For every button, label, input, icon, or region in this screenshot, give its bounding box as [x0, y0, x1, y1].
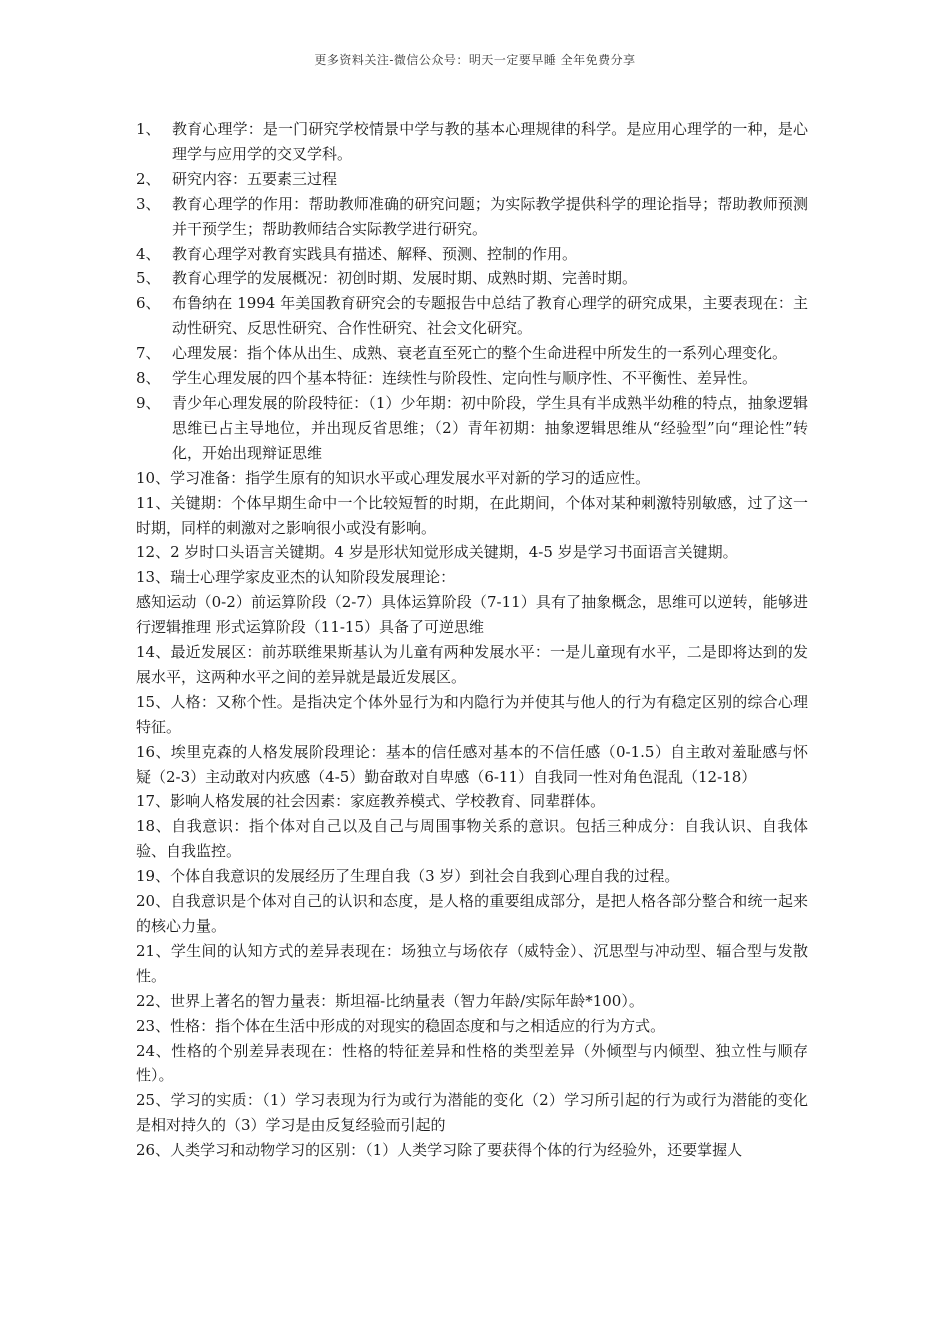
item-text: 学生心理发展的四个基本特征：连续性与阶段性、定向性与顺序性、不平衡性、差异性。	[172, 369, 758, 388]
item-text: 瑞士心理学家皮亚杰的认知阶段发展理论：	[170, 568, 456, 587]
item-text: 影响人格发展的社会因素：家庭教养模式、学校教育、同辈群体。	[170, 792, 606, 811]
list-item	[136, 1039, 808, 1089]
item-number: 6、	[136, 294, 161, 313]
list-item	[136, 266, 808, 291]
list-item	[136, 889, 808, 939]
item-text: 最近发展区：前苏联维果斯基认为儿童有两种发展水平：一是儿童现有水平，二是即将达到的发展水平，这两种水平之间的差异就是最近发展区。	[136, 643, 808, 686]
list-item	[136, 117, 808, 167]
list-item	[136, 167, 808, 192]
list-item	[136, 1088, 808, 1138]
list-item	[136, 366, 808, 391]
item-number: 2、	[136, 169, 161, 188]
item-number: 3、	[136, 194, 161, 213]
item-text: 性格的个别差异表现在：性格的特征差异和性格的类型差异（外倾型与内倾型、独立性与顺存性）。	[136, 1041, 808, 1085]
item-text: 教育心理学对教育实践具有描述、解释、预测、控制的作用。	[172, 244, 578, 263]
item-text: 埃里克森的人格发展阶段理论：基本的信任感对基本的不信任感（0-1.5）自主敢对羞耻感与怀疑（2-3）主动敢对内疚感（4-5）勤奋敢对自卑感（6-11）自我同一性对角色混乱（12-18）	[136, 742, 808, 786]
item-number: 1、	[136, 120, 161, 138]
item-number: 12、	[136, 543, 171, 562]
item-text: 2 岁时口头语言关键期。4 岁是形状知觉形成关键期，4-5 岁是学习书面语言关键期。	[170, 543, 738, 562]
list-item	[136, 466, 808, 491]
item-number: 11、	[136, 493, 171, 512]
document-body	[136, 117, 808, 1163]
list-item	[136, 565, 808, 590]
item-number: 8、	[136, 369, 161, 388]
list-item	[136, 1138, 808, 1163]
list-item-continuation	[136, 590, 808, 640]
item-number: 22、	[136, 991, 171, 1010]
item-number: 19、	[136, 867, 171, 886]
list-item	[136, 789, 808, 814]
item-text: 学生间的认知方式的差异表现在：场独立与场依存（威特金）、沉思型与冲动型、辐合型与发散性。	[136, 941, 808, 985]
item-number: 21、	[136, 941, 171, 960]
item-number: 15、	[136, 692, 171, 711]
item-number: 16、	[136, 742, 171, 761]
item-text: 性格：指个体在生活中形成的对现实的稳固态度和与之相适应的行为方式。	[170, 1016, 666, 1035]
list-item	[136, 341, 808, 366]
list-item	[136, 192, 808, 242]
item-number: 9、	[136, 393, 161, 412]
item-text: 布鲁纳在 1994 年美国教育研究会的专题报告中总结了教育心理学的研究成果，主要表现在：主动性研究、反思性研究、合作性研究、社会文化研究。	[172, 294, 808, 338]
item-number: 24、	[136, 1041, 172, 1060]
item-text: 世界上著名的智力量表：斯坦福-比纳量表（智力年龄/实际年龄*100）。	[170, 991, 644, 1010]
item-number: 18、	[136, 817, 172, 836]
list-item	[136, 989, 808, 1014]
item-text: 教育心理学的作用：帮助教师准确的研究问题；为实际教学提供科学的理论指导；帮助教师预测并干预学生；帮助教师结合实际教学进行研究。	[172, 194, 808, 238]
item-text: 教育心理学：是一门研究学校情景中学与教的基本心理规律的科学。是应用心理学的一种，是心理学与应用学的交叉学科。	[172, 120, 808, 163]
item-number: 13、	[136, 568, 171, 587]
item-number: 4、	[136, 244, 161, 263]
item-text: 人格：又称个性。是指决定个体外显行为和内隐行为并使其与他人的行为有稳定区别的综合心理特征。	[136, 692, 808, 736]
item-number: 7、	[136, 344, 161, 363]
list-item	[136, 391, 808, 466]
list-item	[136, 864, 808, 889]
list-item	[136, 540, 808, 565]
item-text: 自我意识是个体对自己的认识和态度，是人格的重要组成部分，是把人格各部分整合和统一起来的核心力量。	[136, 892, 808, 935]
item-text: 人类学习和动物学习的区别：（1）人类学习除了要获得个体的行为经验外，还要掌握人	[170, 1141, 743, 1160]
list-item	[136, 491, 808, 541]
list-item	[136, 1014, 808, 1039]
item-number: 14、	[136, 643, 171, 662]
item-number: 20、	[136, 892, 171, 911]
list-item	[136, 939, 808, 989]
item-number: 25、	[136, 1091, 171, 1110]
item-text: 感知运动（0-2）前运算阶段（2-7）具体运算阶段（7-11）具有了抽象概念，思维可以逆转，能够进行逻辑推理 形式运算阶段（11-15）具备了可逆思维	[136, 593, 808, 637]
list-item	[136, 640, 808, 690]
item-number: 10、	[136, 468, 171, 487]
item-text: 自我意识：指个体对自己以及自己与周围事物关系的意识。包括三种成分：自我认识、自我体验、自我监控。	[136, 817, 808, 861]
item-text: 学习的实质：（1）学习表现为行为或行为潜能的变化（2）学习所引起的行为或行为潜能的变化是相对持久的（3）学习是由反复经验而引起的	[136, 1091, 808, 1135]
list-item	[136, 242, 808, 267]
item-text: 心理发展：指个体从出生、成熟、衰老直至死亡的整个生命进程中所发生的一系列心理变化。	[172, 344, 788, 363]
list-item	[136, 814, 808, 864]
item-number: 26、	[136, 1141, 171, 1160]
item-number: 17、	[136, 792, 171, 811]
list-item	[136, 740, 808, 790]
item-number: 5、	[136, 269, 161, 288]
item-text: 学习准备：指学生原有的知识水平或心理发展水平对新的学习的适应性。	[170, 468, 651, 487]
item-text: 教育心理学的发展概况：初创时期、发展时期、成熟时期、完善时期。	[172, 269, 638, 288]
item-number: 23、	[136, 1016, 171, 1035]
item-text: 关键期：个体早期生命中一个比较短暂的时期，在此期间，个体对某种刺激特别敏感，过了这一时期，同样的刺激对之影响很小或没有影响。	[136, 493, 808, 537]
page-header: 更多资料关注-微信公众号：明天一定要早睡 全年免费分享	[314, 53, 636, 67]
list-item	[136, 690, 808, 740]
item-text: 研究内容：五要素三过程	[172, 169, 338, 188]
item-text: 青少年心理发展的阶段特征：（1）少年期：初中阶段，学生具有半成熟半幼稚的特点，抽象逻辑思维已占主导地位，并出现反省思维；（2）青年初期：抽象逻辑思维从“经验型”向“理论性”转化，开始出现辩证思维	[172, 393, 808, 462]
item-text: 个体自我意识的发展经历了生理自我（3 岁）到社会自我到心理自我的过程。	[170, 867, 680, 886]
list-item	[136, 291, 808, 341]
